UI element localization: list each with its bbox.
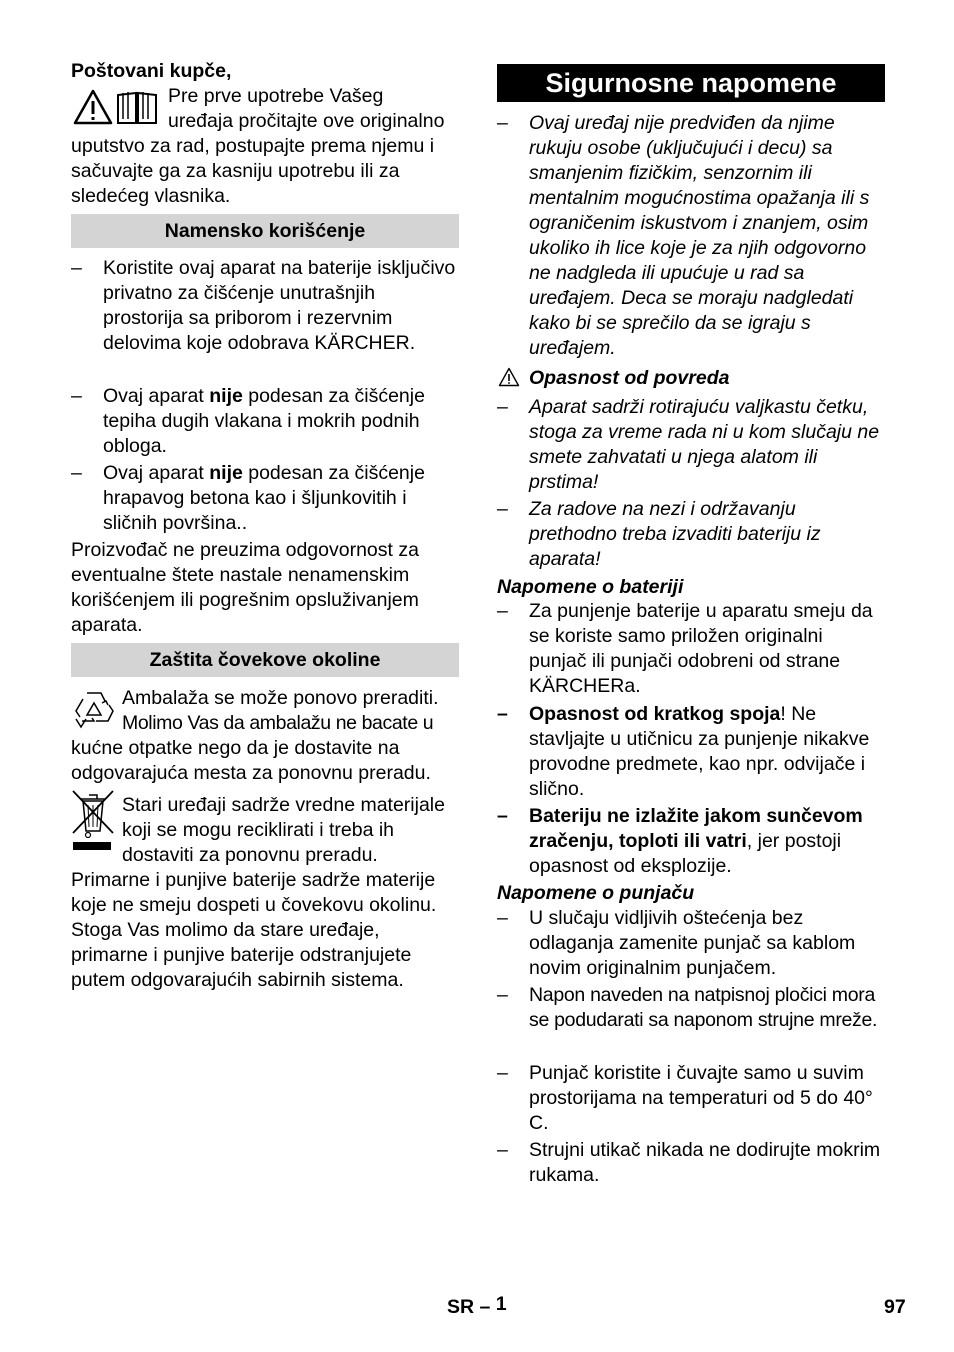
weee-line1: Stari uređaji sadrže vredne materijale — [122, 794, 445, 816]
list-item — [497, 497, 885, 572]
bullet-dash: – — [497, 498, 508, 520]
weee-line2: koji se mogu reciklirati i treba ih — [122, 819, 395, 841]
bullet-dash: – — [497, 805, 508, 827]
bullet-dash: – — [497, 1139, 508, 1161]
list-item — [71, 256, 459, 356]
bullet-dash: – — [497, 396, 508, 418]
bullet-text: Napon naveden na natpisnoj pločici mora se podudarati sa naponom strujne mreže. — [529, 984, 878, 1031]
footer-section-label — [447, 1295, 507, 1320]
list-item — [497, 111, 885, 361]
injury-heading: Opasnost od povreda — [529, 367, 730, 389]
bullet-dash: – — [71, 385, 82, 407]
bullet-dash: – — [497, 600, 508, 622]
footer-dash: – — [479, 1296, 491, 1318]
list-item — [71, 384, 459, 459]
intro-line2: uređaja pročitajte ove originalno — [168, 110, 445, 132]
charger-heading: Napomene o punjaču — [497, 882, 695, 904]
bullet-dash: – — [497, 984, 508, 1006]
bullet-dash: – — [71, 257, 82, 279]
recycle-icon — [72, 689, 116, 729]
list-item — [497, 702, 885, 802]
bullet-text: Ovaj aparat nije podesan za čišćenje hrapavog betona kao i šljunkovitih i sličnih površina.. — [103, 462, 425, 534]
bullet-text: Za radove na nezi i održavanju prethodno treba izvaditi bateriju iz aparata! — [529, 498, 821, 570]
bullet-text: Ovaj aparat nije podesan za čišćenje tepiha dugih vlakana i mokrih podnih obloga. — [103, 385, 425, 457]
weee-line3: dostaviti za ponovnu preradu. — [122, 844, 378, 866]
bullet-dash: – — [497, 703, 508, 725]
bullet-text: Za punjenje baterije u aparatu smeju da se koriste samo priložen originalni punjač ili punjači odobreni od strane KÄRCHERa. — [529, 600, 873, 697]
bullet-dash: – — [71, 462, 82, 484]
manual-book-icon — [115, 89, 159, 125]
bullet-dash: – — [497, 1062, 508, 1084]
crossed-bin-icon — [71, 789, 115, 853]
list-item — [497, 1138, 885, 1188]
list-item — [497, 599, 885, 699]
bullet-text: Ovaj uređaj nije predviđen da njime rukuju osobe (uključujući i decu) sa smanjenim fizičkim, senzornim ili mentalnim mogućnostima opažanja ili s ograničenim iskustvom i znanjem, osim ukoliko ih lice koje je za njih odgovorno ne nadgleda ili upućuje u rad sa uređajem. Deca se moraju nadgledati kako bi se sprečilo da se igraju s uređajem. — [529, 112, 870, 359]
list-item — [497, 983, 885, 1033]
list-item — [497, 906, 885, 981]
liability-paragraph: Proizvođač ne preuzima odgovornost za eventualne štete nastale nenamenskim korišćenjem ili pogrešnim opsluživanjem aparata. — [71, 539, 419, 636]
bullet-text: Opasnost od kratkog spoja! Ne stavljajte u utičnicu za punjenje nikakve provodne predmete, kao npr. odvijače i slično. — [529, 703, 870, 800]
warning-icon — [73, 89, 113, 125]
safety-title: Sigurnosne napomene — [497, 64, 885, 102]
list-item — [497, 1061, 885, 1136]
intro-rest: uputstvo za rad, postupajte prema njemu i sačuvajte ga za kasniju upotrebu ili za sledećeg vlasnika. — [71, 135, 435, 207]
list-item — [71, 461, 459, 536]
bullet-text: Aparat sadrži rotirajuću valjkastu četku, stoga za vreme rada ni u kom slučaju ne smete zahvatati u njega alatom ili prstima! — [529, 396, 880, 493]
recycle-line2: Molimo Vas da ambalažu ne bacate u — [122, 712, 434, 734]
recycle-rest: kućne otpatke nego da je dostavite na odgovarajuća mesta za ponovnu preradu. — [71, 737, 431, 784]
recycle-line1: Ambalaža se može ponovo preraditi. — [122, 687, 439, 709]
battery-heading: Napomene o bateriji — [497, 576, 684, 598]
page-number: 97 — [884, 1296, 906, 1318]
section-environment-heading: Zaštita čovekove okoline — [71, 643, 459, 677]
list-item — [497, 804, 885, 879]
intro-line1: Pre prve upotrebe Vašeg — [168, 85, 384, 107]
list-item — [497, 395, 885, 495]
section-intended-use-heading: Namensko korišćenje — [71, 214, 459, 248]
bullet-dash: – — [497, 112, 508, 134]
bullet-text: Strujni utikač nikada ne dodirujte mokrim rukama. — [529, 1139, 881, 1186]
bullet-dash: – — [497, 907, 508, 929]
warning-small-icon — [498, 367, 520, 387]
footer-lang: SR — [447, 1296, 475, 1318]
footer-section-number: 1 — [495, 1293, 507, 1315]
bullet-text: Punjač koristite i čuvajte samo u suvim prostorijama na temperaturi od 5 do 40° C. — [529, 1062, 873, 1134]
bullet-text: Koristite ovaj aparat na baterije isključivo privatno za čišćenje unutrašnjih prostorija sa priborom i rezervnim delovima koje odobrava KÄRCHER. — [103, 257, 456, 354]
bullet-text: U slučaju vidljivih oštećenja bez odlaganja zamenite punjač sa kablom novim originalnim punjačem. — [529, 907, 856, 979]
greeting: Poštovani kupče, — [71, 60, 232, 82]
bullet-text: Bateriju ne izlažite jakom sunčevom zračenju, toploti ili vatri, jer postoji opasnost od eksplozije. — [529, 805, 863, 877]
batteries-paragraph: Primarne i punjive baterije sadrže materije koje ne smeju dospeti u čovekovu okolinu. Stoga Vas molimo da stare uređaje, primarne i punjive baterije odstranjujete putem odgovarajućih sabirnih sistema. — [71, 869, 437, 991]
